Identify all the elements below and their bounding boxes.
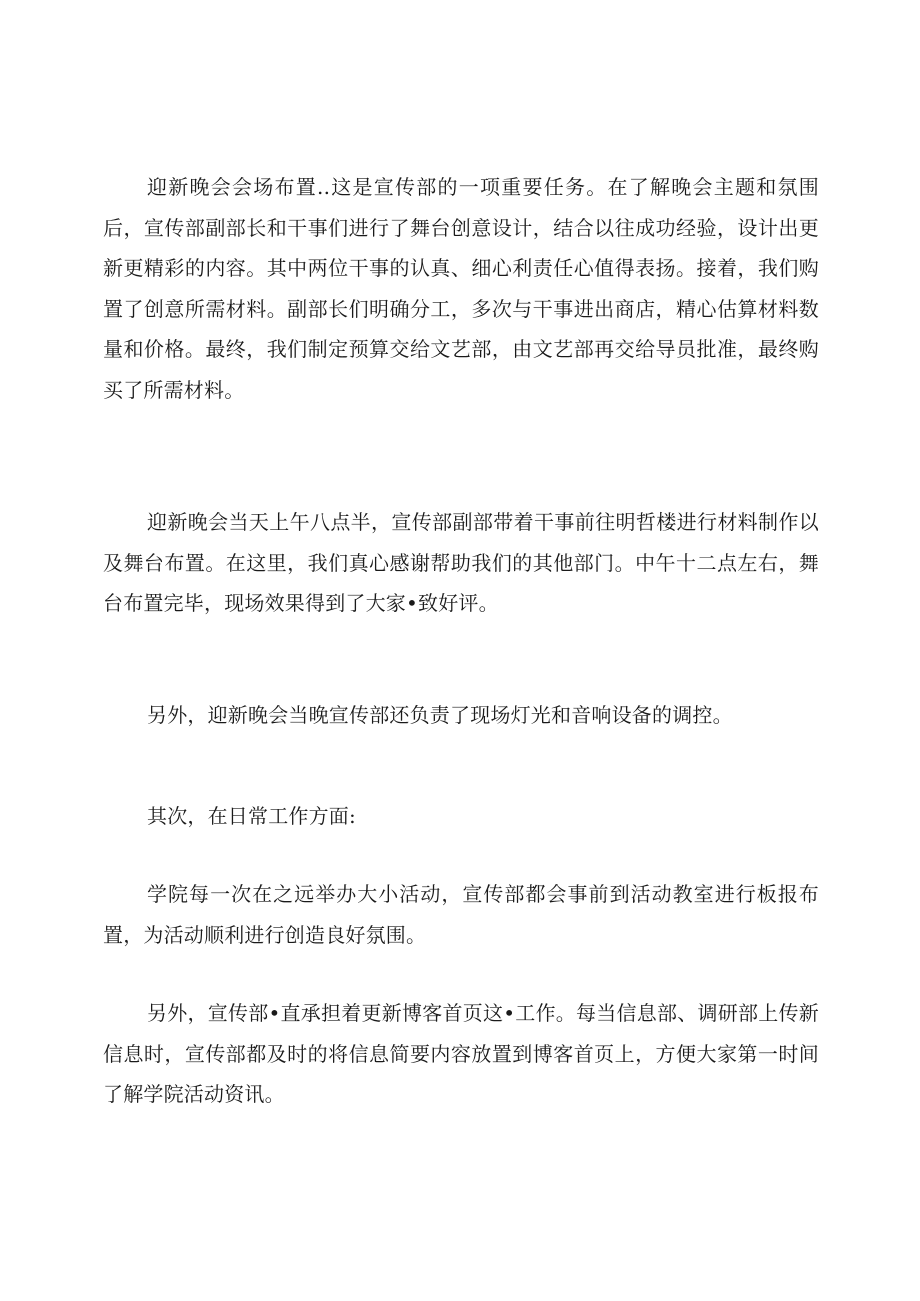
paragraph-lighting-sound: 另外，迎新晚会当晚宣传部还负责了现场灯光和音响设备的调控。 xyxy=(147,703,733,727)
paragraph-blog-update: 另外，宣传部•直承担着更新博客首页这•工作。每当信息部、调研部上传新信息时，宣传部都及时的将信息简要内容放置到博客首页上，方便大家第一时间了解学院活动资讯。 xyxy=(103,1001,819,1106)
paragraph-event-day: 迎新晚会当天上午八点半，宣传部副部带着干事前往明哲楼进行材料制作以及舞台布置。在这里，我们真心感谢帮助我们的其他部门。中午十二点左右，舞台布置完毕，现场效果得到了大家•致好评。 xyxy=(103,510,819,615)
paragraph-daily-work-heading: 其次，在日常工作方面: xyxy=(147,804,356,828)
paragraph-venue-setup: 迎新晚会会场布置..这是宣传部的一项重要任务。在了解晚会主题和氛围后，宣传部副部长和干事们进行了舞台创意设计，结合以往成功经验，设计出更新更精彩的内容。其中两位干事的认真、细心利责任心值得表扬。接着，我们购置了创意所需材料。副部长们明确分工，多次与干事进出商店，精心估算材料数量和价格。最终，我们制定预算交给文艺部，由文艺部再交给导员批准，最终购买了所需材料。 xyxy=(103,175,819,402)
paragraph-blackboard: 学院每一次在之远举办大小活动，宣传部都会事前到活动教室进行板报布置，为活动顺利进行创造良好氛围。 xyxy=(103,882,819,947)
